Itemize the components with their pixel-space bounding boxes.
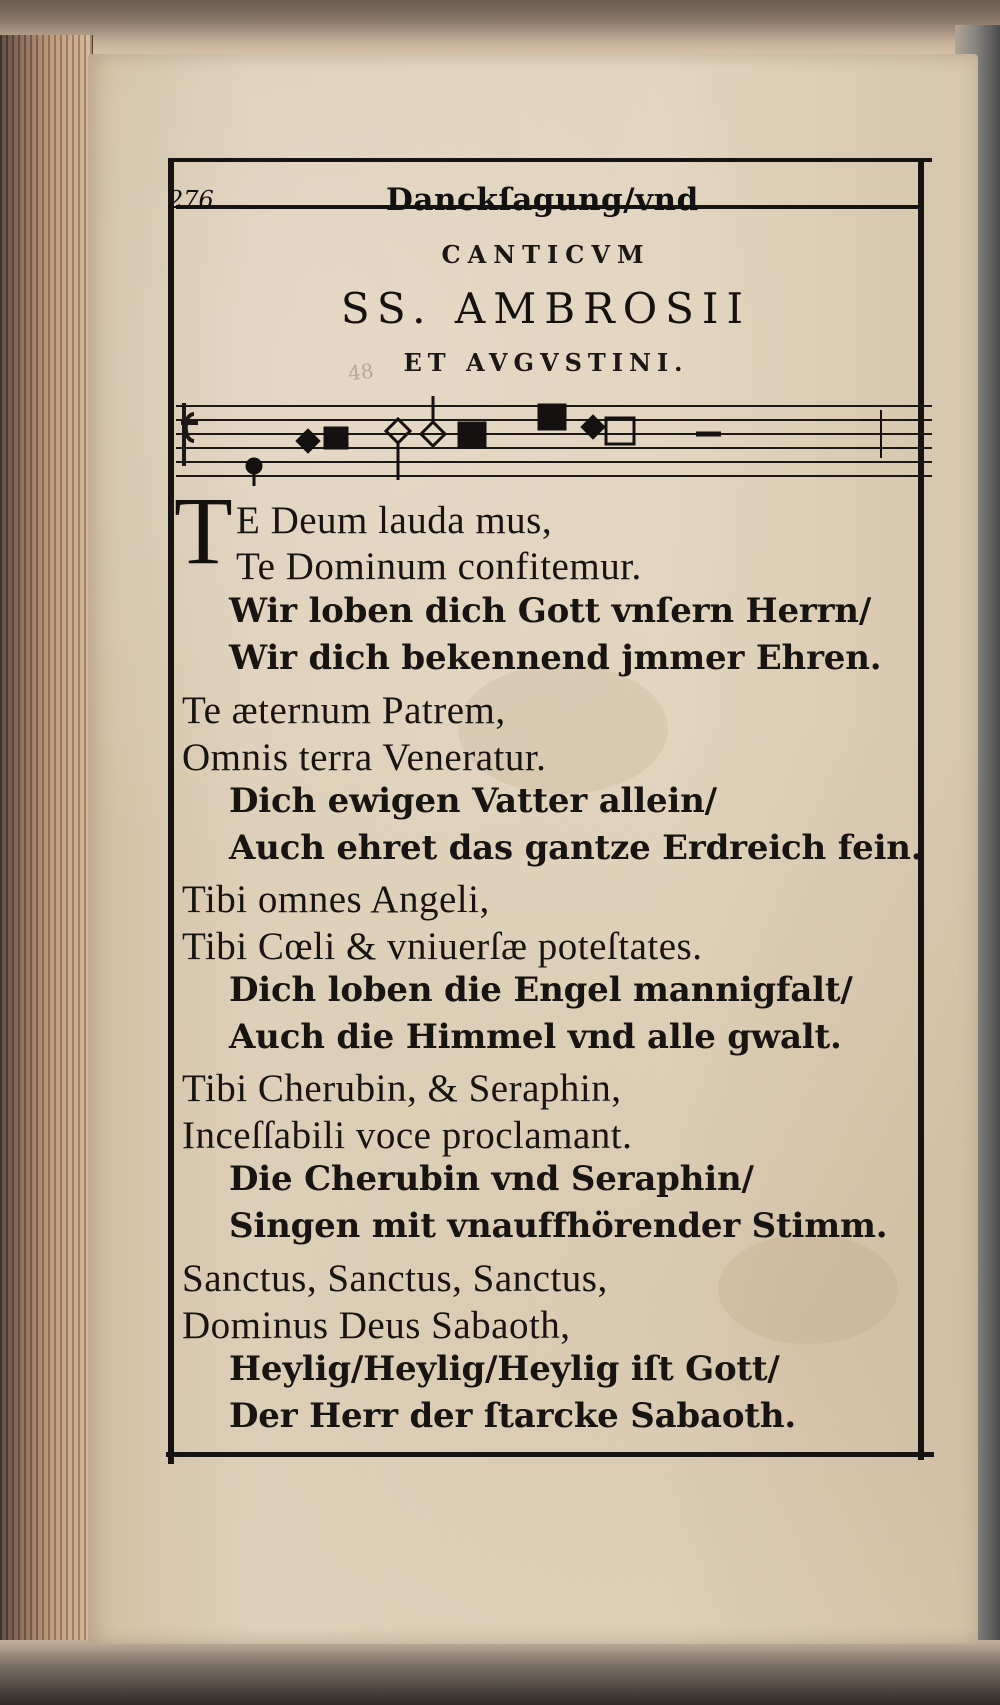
music-staff — [176, 396, 932, 488]
hymn-line-13: Tibi Cherubin, & Seraphin, — [182, 1067, 622, 1110]
top-rule — [168, 158, 932, 162]
title-augustini: ET AVGVSTINI. — [403, 348, 689, 377]
hymn-line-1: E Deum lauda mus, — [236, 499, 553, 542]
hymn-line-8: Auch ehret das gantze Erdreich fein. — [229, 828, 923, 868]
hymn-line-17: Sanctus, Sanctus, Sanctus, — [182, 1257, 608, 1300]
hymn-line-6: Omnis terra Veneratur. — [182, 736, 547, 779]
hymn-line-9: Tibi omnes Angeli, — [182, 878, 490, 921]
running-head: Danckſagung/vnd — [386, 182, 699, 218]
hymn-line-20: Der Herr der ſtarcke Sabaoth. — [229, 1396, 796, 1436]
pencil-mark: 48 — [346, 358, 375, 386]
drop-cap: T — [174, 477, 233, 584]
book-top-edge — [0, 0, 1000, 58]
title-saints: SS. AMBROSII — [340, 284, 752, 333]
hymn-line-2: Te Dominum confitemur. — [236, 545, 642, 588]
music-notes — [246, 396, 881, 486]
hymn-line-3: Wir loben dich Gott vnſern Herrn/ — [229, 591, 872, 631]
printed-page — [88, 54, 978, 1644]
hymn-line-10: Tibi Cœli & vniuerſæ poteſtates. — [182, 925, 703, 968]
title-canticum: CANTICVM — [441, 240, 651, 269]
hymn-line-15: Die Cherubin vnd Seraphin/ — [229, 1159, 754, 1199]
bottom-rule — [166, 1452, 934, 1457]
page-number: 276 — [168, 186, 214, 214]
book-bottom-edge — [0, 1640, 1000, 1705]
hymn-line-18: Dominus Deus Sabaoth, — [182, 1304, 571, 1347]
book-left-page-edge — [0, 35, 93, 1650]
hymn-line-14: Inceſſabili voce proclamant. — [182, 1114, 633, 1157]
text-frame — [168, 128, 932, 1482]
hymn-line-11: Dich loben die Engel mannigfalt/ — [229, 970, 853, 1010]
hymn-line-5: Te æternum Patrem, — [182, 689, 506, 732]
hymn-line-19: Heylig/Heylig/Heylig iſt Gott/ — [229, 1349, 780, 1389]
hymn-line-4: Wir dich bekennend jmmer Ehren. — [229, 638, 882, 678]
hymn-line-16: Singen mit vnauffhörender Stimm. — [229, 1206, 888, 1246]
hymn-line-12: Auch die Himmel vnd alle gwalt. — [229, 1017, 842, 1057]
hymn-line-7: Dich ewigen Vatter allein/ — [229, 781, 717, 821]
hymn-text — [174, 477, 923, 1448]
